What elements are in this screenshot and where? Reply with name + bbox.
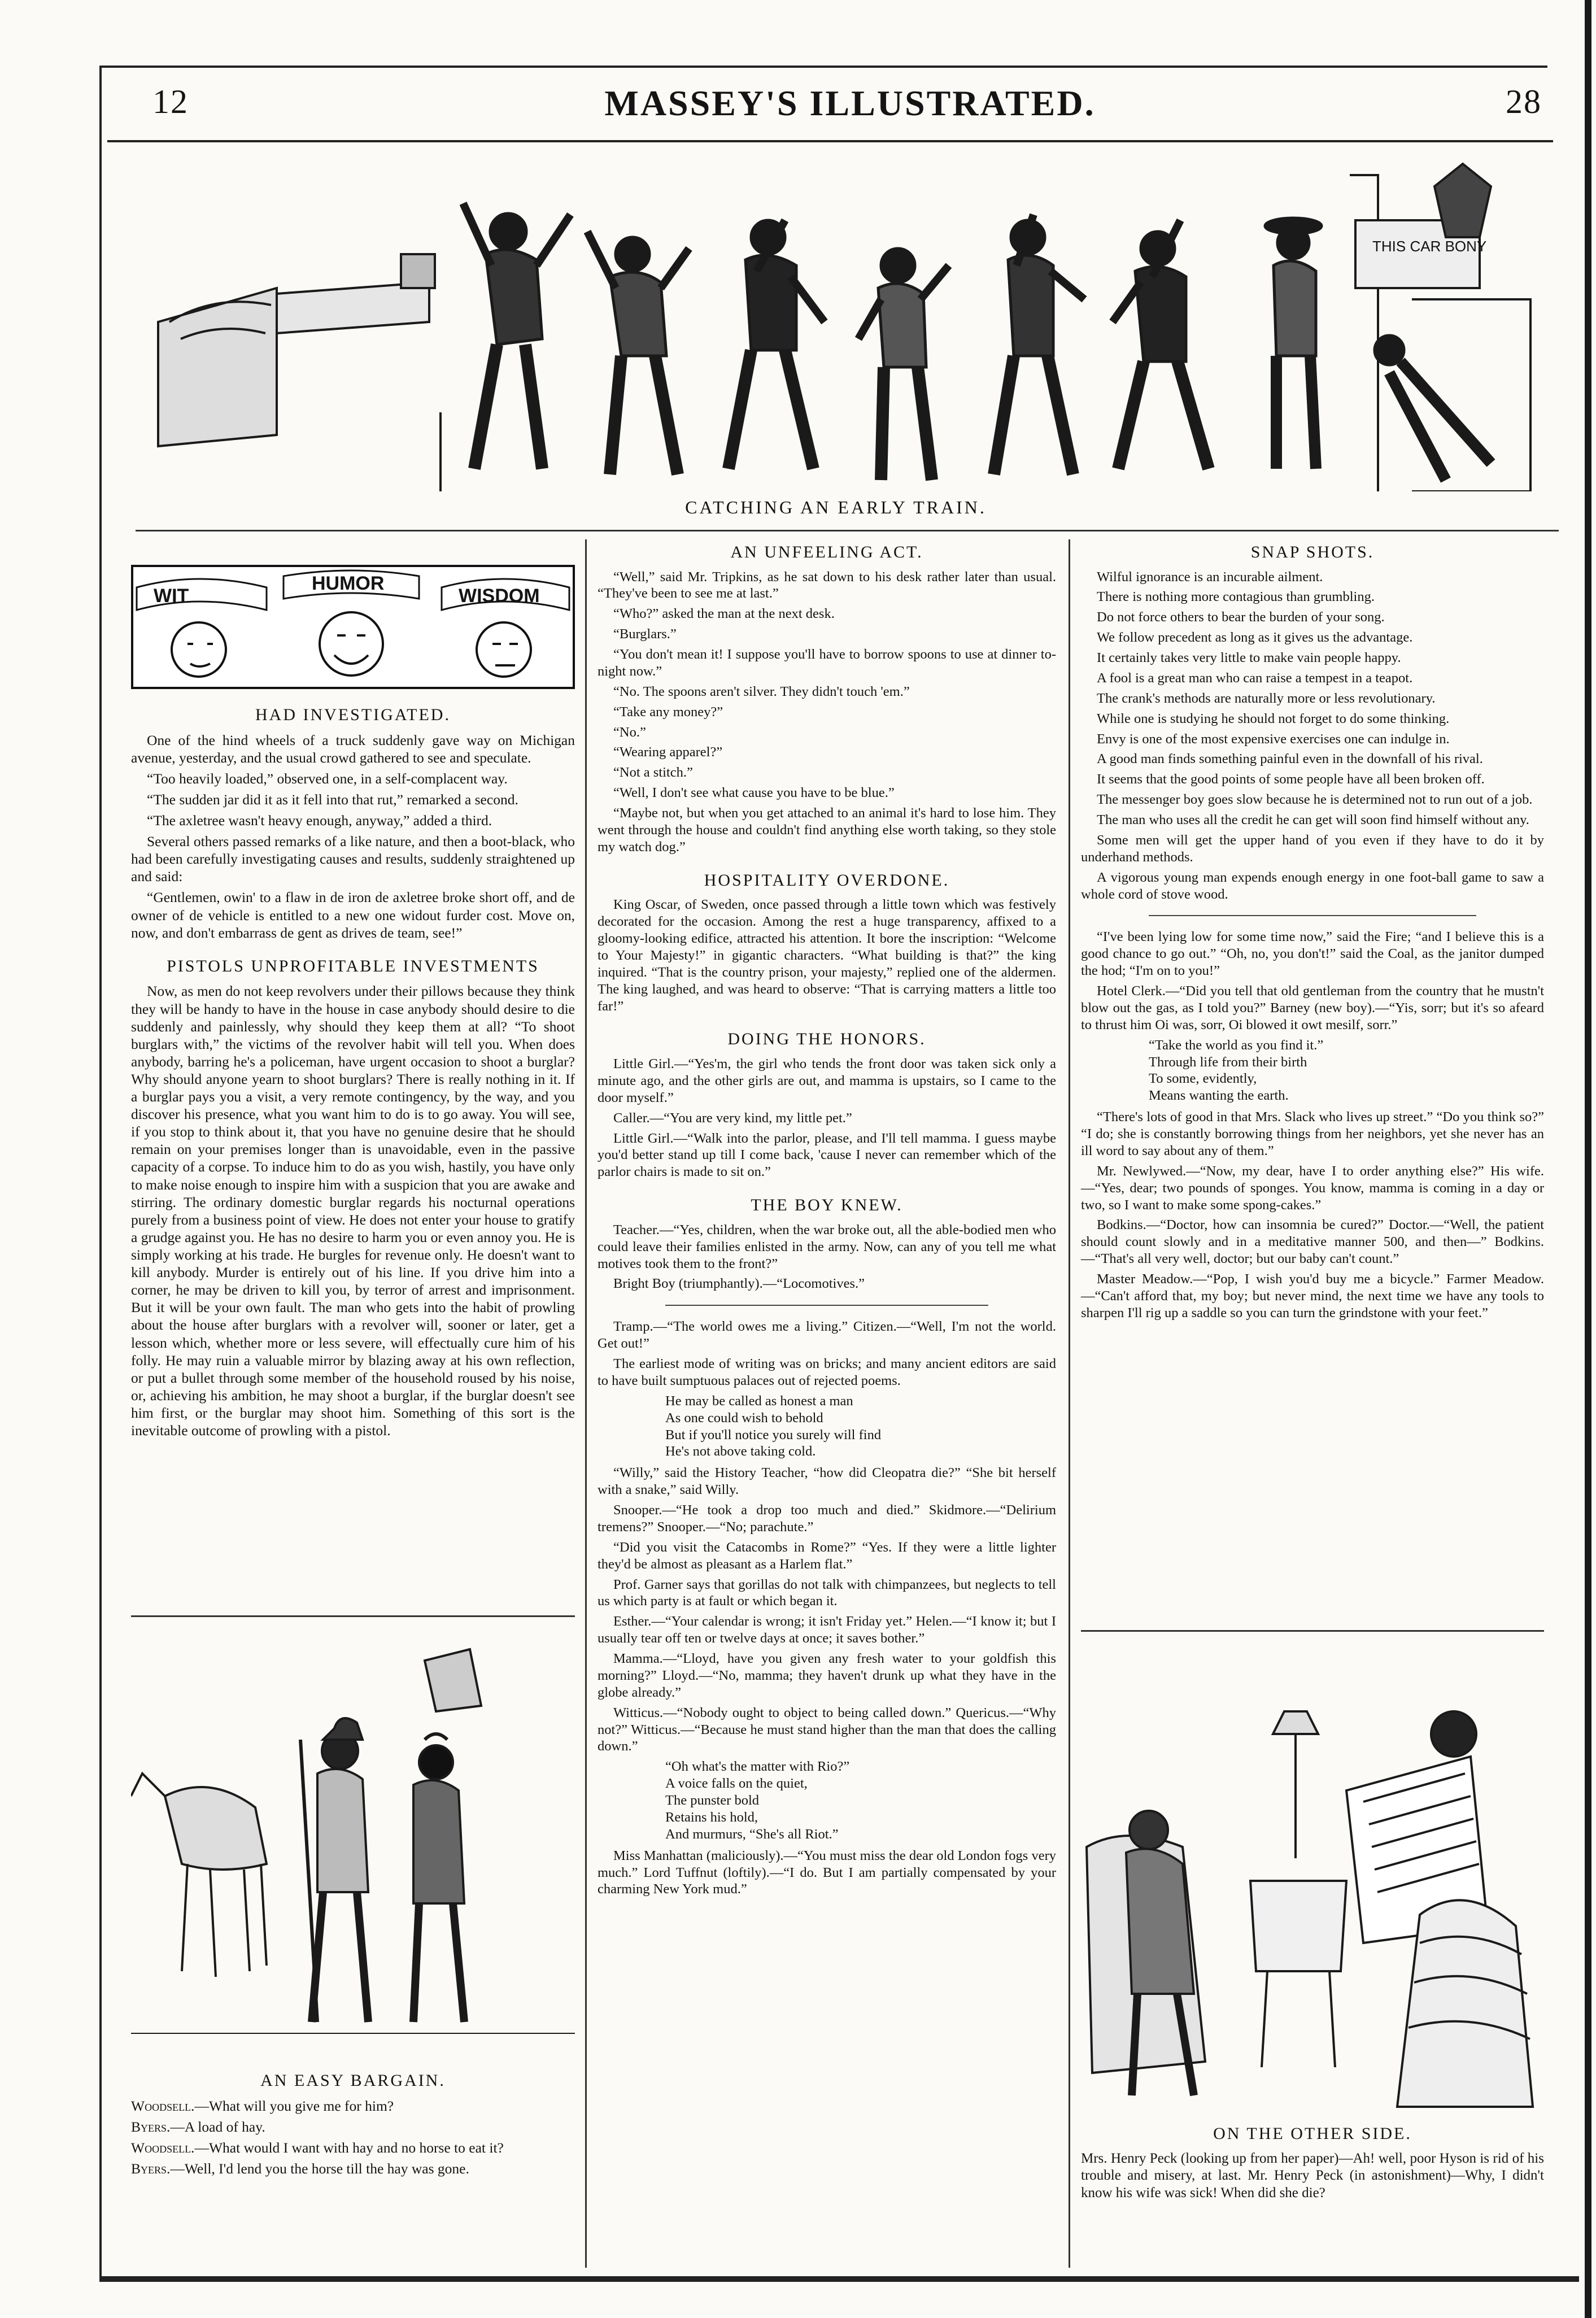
verse-line: The punster bold — [665, 1793, 760, 1808]
verse — [1149, 1037, 1544, 1105]
had-investigated-p5: Several others passed remarks of a like nature, and then a boot-black, who had been carefully investigating causes and results, suddenly straightened up and said: — [131, 833, 575, 885]
verse-line: But if you'll notice you surely will find — [665, 1427, 882, 1443]
page-number-right: 28 — [1506, 83, 1542, 120]
unfeeling-p: “Well, I don't see what cause you have to be blue.” — [613, 785, 895, 801]
misc-p: Hotel Clerk.—“Did you tell that old gentleman from the country that he mustn't blow out the gas, as I told you?” Barney (new boy).—“Yis, sorr; but it's so afeard to thrust him Oi was, sorr, Oi blowed it owt mesilf, sorr.” — [1081, 983, 1544, 1032]
page-number-left: 12 — [152, 83, 189, 120]
unfeeling-p: “Burglars.” — [613, 626, 677, 642]
unfeeling-p: “Maybe not, but when you get attached to an animal it's hard to lose him. They went through the house and couldn't find anything else worth taking, so they stole my watch dog.” — [598, 805, 1056, 855]
misc-p: “There's lots of good in that Mrs. Slack who lives up street.” “Do you think so?” “I do; she is constantly borrowing things from her neighbors, yet she never has an ill word to say about any of them.” — [1081, 1109, 1544, 1158]
banner-humor: HUMOR — [312, 573, 385, 594]
misc-p: Snooper.—“He took a drop too much and died.” Skidmore.—“Delirium tremens?” Snooper.—“No; parachute.” — [598, 1502, 1056, 1535]
column-3 — [1081, 542, 1544, 1325]
other-side-caption: ON THE OTHER SIDE. — [1213, 2124, 1412, 2143]
misc-p: Mr. Newlywed.—“Now, my dear, have I to order anything else?” His wife.—“Yes, dear; two pounds of sponges. You know, mamma is coming in a day or two, so I want to make some spong-cakes.” — [1081, 1163, 1544, 1213]
unfeeling-p: “Take any money?” — [613, 704, 723, 720]
verse — [665, 1758, 1056, 1842]
misc-p: “Did you visit the Catacombs in Rome?” “Yes. If they were a little lighter they'd be almost as pleasant as a Harlem flat.” — [598, 1539, 1056, 1572]
snap-item: Envy is one of the most expensive exercises one can indulge in. — [1097, 731, 1450, 747]
dialogue-text: —What will you give me for him? — [194, 2097, 394, 2114]
snap-item: It certainly takes very little to make vain people happy. — [1097, 650, 1401, 666]
other-side-dialogue: Mrs. Henry Peck (looking up from her paper)—Ah! well, poor Hyson is rid of his trouble and misery, at last. Mr. Henry Peck (in astonishment)—Why, I didn't know his wife was sick! When did she die? — [1081, 2150, 1544, 2201]
col3-rule — [1081, 1630, 1544, 1632]
column-2 — [598, 542, 1056, 1901]
verse-line: He may be called as honest a man — [665, 1393, 853, 1409]
snap-shots-title: SNAP SHOTS. — [1250, 543, 1375, 561]
speaker-name: Woodsell. — [131, 2139, 195, 2156]
easy-bargain-text — [131, 2071, 575, 2181]
dialogue-line — [131, 2160, 575, 2177]
unfeeling-p: “No. The spoons aren't silver. They didn't touch 'em.” — [613, 683, 910, 699]
page-edge — [1585, 0, 1591, 2318]
snap-item: A vigorous young man expends enough energy in one foot-ball game to saw a whole cord of stove wood. — [1081, 869, 1544, 902]
masthead-rule — [107, 140, 1553, 142]
misc-p: Witticus.—“Nobody ought to object to being called down.” Quericus.—“Why not?” Witticus.—“Because he must stand higher than the man that does the calling down.” — [598, 1705, 1056, 1754]
misc-p: Mamma.—“Lloyd, have you given any fresh water to your goldfish this morning?” Lloyd.—“No, mamma; they haven't drunk up what they have in the globe already.” — [598, 1651, 1056, 1700]
verse-line: “Take the world as you find it.” — [1149, 1037, 1324, 1053]
had-investigated-p3: “The sudden jar did it as it fell into that rut,” remarked a second. — [147, 791, 518, 808]
snap-item: It seems that the good points of some people have all been broken off. — [1097, 772, 1485, 787]
dialogue-text: —Well, I'd lend you the horse till the hay was gone. — [170, 2160, 469, 2177]
verse-line: Means wanting the earth. — [1149, 1088, 1289, 1104]
misc-p: Tramp.—“The world owes me a living.” Citizen.—“Well, I'm not the world. Get out!” — [598, 1319, 1056, 1352]
catching-train-drawing — [136, 152, 1536, 491]
section-rule — [136, 530, 1559, 531]
pistols-title: PISTOLS UNPROFITABLE INVESTMENTS — [167, 956, 539, 975]
col1-rule — [131, 1615, 575, 1617]
misc-p: “I've been lying low for some time now,” said the Fire; “and I believe this is a good chance to go out.” “Oh, no, you don't!” said the Coal, as the janitor dumped the hod; “I'm on to you!” — [1081, 929, 1544, 979]
other-side-drawing — [1081, 1700, 1544, 2118]
column-rule-1 — [585, 539, 587, 2268]
boy-knew-p: Teacher.—“Yes, children, when the war broke out, all the able-bodied men who could leave their families enlisted in the army. Now, can any of you tell me what motives took them to the front?” — [598, 1222, 1056, 1271]
sign-text: THIS CAR BONY — [1372, 238, 1487, 255]
unfeeling-p: “Wearing apparel?” — [613, 744, 723, 760]
had-investigated-p2: “Too heavily loaded,” observed one, in a self-complacent way. — [147, 770, 508, 787]
snap-item: Do not force others to bear the burden of your song. — [1097, 609, 1385, 625]
misc-p: The earliest mode of writing was on bricks; and many ancient editors are said to have built sumptuous palaces out of rejected poems. — [598, 1356, 1056, 1388]
masthead — [152, 82, 1547, 133]
verse-line: To some, evidently, — [1149, 1071, 1257, 1087]
honors-title: DOING THE HONORS. — [727, 1030, 926, 1049]
unfeeling-p: “Well,” said Mr. Tripkins, as he sat down to his desk rather later than usual. “They've been to see me at last.” — [598, 569, 1056, 602]
verse-line: As one could wish to behold — [665, 1410, 823, 1426]
had-investigated-p6: “Gentlemen, owin' to a flaw in de iron de axletree broke short off, and de owner of de vehicle is entitled to a new one widout furder cost. Move on, now, and don't embarrass de gent as drives de team, see!” — [131, 889, 575, 941]
had-investigated-p1: One of the hind wheels of a truck suddenly gave way on Michigan avenue, yesterday, and the usual crowd gathered to see and speculate. — [131, 731, 575, 766]
verse-line: “Oh what's the matter with Rio?” — [665, 1759, 850, 1775]
boy-knew-p: Bright Boy (triumphantly).—“Locomotives.” — [613, 1276, 865, 1292]
pistols-p1: Now, as men do not keep revolvers under their pillows because they think they will be handy to have in the house in case anybody should desire to die suddenly and painlessly, why should they keep them at all? “To shoot burglars with,” the victims of the revolver habit will tell you. When does anybody, barring he's a policeman, have urgent occasion to shoot a burglar? Why should anyone yearn to shoot burglars? There is really nothing in it. If a burglar pays you a visit, a very remote contingency, by the way, and you discover his presence, what you want him to do is to go away. You will see, if you stop to think about it, that you have no genuine desire that he should remain on your premises longer than is unavoidable, even in the passive capacity of a corpse. To induce him to do as you wish, hastily, you have only to make noise enough to inspire him with a suspicion that you are awake and stirring. The ordinary domestic burglar regards his nocturnal operations purely from a business point of view. He does not enter your house to gratify a grudge against you. He has no desire to harm you or even annoy you. He is simply working at his trade. He burgles for revenue only. He doesn't want to kill anybody. Murder is entirely out of his line. If you drive him into a corner, he may be driven to kill you, by terror of arrest and imprisonment. But it will be your own fault. The man who gets into the habit of prowling about the house after burglars with a revolver will, sooner or later, get a lesson which, whether more or less severe, will effectually cure him of his folly. He may ruin a valuable mirror by blazing away at his own reflection, or put a bullet through some member of the household roused by his noise, or, achieving his ambition, he may shoot a burglar, if the burglar doesn't see him first, or the burglar may shoot him. Something of this sort is the inevitable outcome of prowling with a pistol. — [131, 983, 575, 1439]
unfeeling-p: “You don't mean it! I suppose you'll have to borrow spoons to use at dinner to-night now.” — [598, 647, 1056, 679]
verse-line: Retains his hold, — [665, 1809, 758, 1825]
misc-p: Master Meadow.—“Pop, I wish you'd buy me a bicycle.” Farmer Meadow.—“Can't afford that, my boy; but never mind, the next time we have any tools to sharpen I'll rig up a saddle so you can turn the grindstone with your feet.” — [1081, 1271, 1544, 1321]
dialogue-text: —What would I want with hay and no horse to eat it? — [194, 2139, 504, 2156]
column-1 — [131, 705, 575, 1443]
snap-item: A good man finds something painful even in the downfall of his rival. — [1097, 751, 1483, 767]
easy-bargain-caption: AN EASY BARGAIN. — [260, 2071, 446, 2090]
dialogue-line — [131, 2097, 575, 2115]
honors-p: Caller.—“You are very kind, my little pet.” — [613, 1110, 852, 1126]
dialogue-text: —A load of hay. — [170, 2118, 265, 2135]
boy-knew-title: THE BOY KNEW. — [751, 1196, 903, 1215]
speaker-name: Byers. — [131, 2160, 171, 2177]
verse-line: He's not above taking cold. — [665, 1444, 816, 1459]
unfeeling-title: AN UNFEELING ACT. — [730, 543, 923, 561]
dialogue-line — [131, 2139, 575, 2156]
misc-p: Esther.—“Your calendar is wrong; it isn't Friday yet.” Helen.—“I know it; but I usually tear off ten or twelve days at once; it saves bother.” — [598, 1614, 1056, 1646]
snap-item: There is nothing more contagious than grumbling. — [1097, 589, 1375, 605]
banner-wisdom: WISDOM — [459, 585, 540, 607]
snap-item: We follow precedent as long as it gives us the advantage. — [1097, 630, 1413, 646]
easy-bargain-illustration — [131, 1627, 575, 2062]
snap-item: Wilful ignorance is an incurable ailment. — [1097, 569, 1323, 585]
verse-line: A voice falls on the quiet, — [665, 1776, 808, 1792]
verse — [665, 1393, 1056, 1461]
speaker-name: Woodsell. — [131, 2097, 195, 2114]
separator — [1149, 915, 1476, 916]
dialogue-line — [131, 2118, 575, 2136]
honors-p: Little Girl.—“Walk into the parlor, please, and I'll tell mamma. I guess maybe you'd better stand up till I come back, 'cause I never can remember which of the parlor chairs is made to sit on.” — [598, 1130, 1056, 1180]
publication-title: MASSEY'S ILLUSTRATED. — [604, 83, 1096, 123]
snap-item: While one is studying he should not forget to do some thinking. — [1097, 711, 1450, 726]
had-investigated-p4: “The axletree wasn't heavy enough, anyway,” added a third. — [147, 812, 492, 829]
snap-item: A fool is a great man who can raise a tempest in a teapot. — [1097, 670, 1413, 686]
catching-train-caption: CATCHING AN EARLY TRAIN. — [685, 497, 987, 517]
easy-bargain-drawing — [131, 1627, 575, 2062]
bottom-rule — [99, 2276, 1579, 2282]
misc-p: Prof. Garner says that gorillas do not talk with chimpanzees, but neglects to tell us which party is at fault or which began it. — [598, 1576, 1056, 1609]
misc-p: “Willy,” said the History Teacher, “how did Cleopatra die?” “She bit herself with a snake,” said Willy. — [598, 1465, 1056, 1498]
verse-line: Through life from their birth — [1149, 1054, 1307, 1070]
snap-item: Some men will get the upper hand of you even if they have to do it by underhand methods. — [1081, 832, 1544, 865]
honors-p: Little Girl.—“Yes'm, the girl who tends the front door was taken sick only a minute ago, and the other girls are out, and mamma is upstairs, so I came to the door myself.” — [598, 1056, 1056, 1105]
banner-wit: WIT — [154, 585, 189, 607]
snap-item: The man who uses all the credit he can get will soon find himself without any. — [1097, 812, 1529, 828]
hospitality-title: HOSPITALITY OVERDONE. — [704, 870, 950, 890]
other-side-illustration — [1081, 1700, 1544, 2118]
speaker-name: Byers. — [131, 2118, 171, 2135]
separator — [665, 1305, 988, 1306]
snap-item: The crank's methods are naturally more or less revolutionary. — [1097, 690, 1436, 706]
wit-humor-wisdom-banner — [131, 565, 575, 689]
verse-line: And murmurs, “She's all Riot.” — [665, 1826, 839, 1842]
unfeeling-p: “Not a stitch.” — [613, 765, 693, 781]
misc-p: Miss Manhattan (maliciously).—“You must miss the dear old London fogs very much.” Lord Tuffnut (loftily).—“I do. But I am partially compensated by your charming New York mud.” — [598, 1848, 1056, 1897]
snap-item: The messenger boy goes slow because he is determined not to run out of a job. — [1097, 792, 1533, 808]
other-side-text — [1081, 2124, 1544, 2205]
misc-p: Bodkins.—“Doctor, how can insomnia be cured?” Doctor.—“Well, the patient should count slowly and in a meditative manner 500, and then—” Bodkins.—“That's all very well, doctor; but our baby can't count.” — [1081, 1217, 1544, 1267]
unfeeling-p: “No.” — [613, 724, 646, 740]
catching-train-illustration — [136, 152, 1536, 491]
hospitality-p: King Oscar, of Sweden, once passed through a little town which was festively decorated for the occasion. Among the rest a huge transparency, affixed to a gloomy-looking edifice, attracted his attention. It bore the inscription: “Welcome to Your Majesty!” in gigantic characters. “What building is that?” the king inquired. “That is the country prison, your majesty,” replied one of the aldermen. The king laughed, and was heard to observe: “That is carrying matters a little too far!” — [598, 897, 1056, 1014]
column-rule-2 — [1069, 539, 1070, 2268]
had-investigated-title: HAD INVESTIGATED. — [255, 705, 451, 724]
unfeeling-p: “Who?” asked the man at the next desk. — [613, 606, 835, 622]
